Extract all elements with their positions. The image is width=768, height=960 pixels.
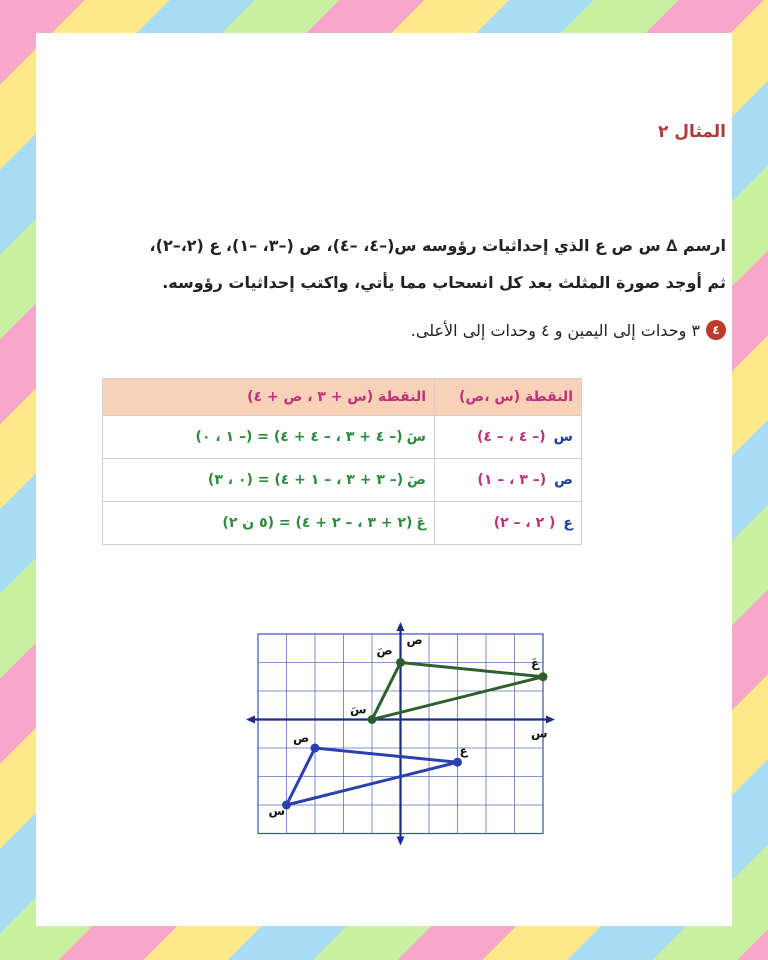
vertex-label: ع [459, 743, 468, 758]
table-row [103, 502, 582, 545]
problem-line-1: ارسم ∆ س ص ع الذي إحداثيات رؤوسه س(–٤، –٤)، ص (–٣، –١)، ع (٢،–٢)، [149, 236, 726, 255]
vertex-point [368, 715, 377, 724]
table-header-row [103, 379, 582, 416]
coordinate-grid [222, 598, 562, 853]
vertex-label: عَ [531, 655, 540, 670]
y-axis-label: ص [406, 633, 423, 647]
original-point: ص(– ٣ ، – ١) [435, 459, 582, 502]
vertex-label: ص [293, 731, 310, 745]
vertex-label: سَ [350, 702, 367, 717]
x-axis-label: س [531, 726, 548, 741]
translation-table [102, 378, 582, 545]
vertex-point [311, 744, 320, 753]
original-point: ع( ٢ ، – ٢) [435, 502, 582, 545]
image-point: سَ(– ٤ + ٣ ، – ٤ + ٤) = (– ١ ، ٠) [103, 416, 435, 459]
image-point: صَ(– ٣ + ٣ ، – ١ + ٤) = (٠ ، ٣) [103, 459, 435, 502]
y-axis-arrow [397, 837, 405, 846]
item-number-badge: ٤ [706, 320, 726, 340]
table-row [103, 459, 582, 502]
vertex-point [396, 658, 405, 667]
header-original: النقطة (س ،ص) [435, 379, 582, 416]
problem-line-2: ثم أوجد صورة المثلث بعد كل انسحاب مما يأتي، واكتب إحداثيات رؤوسه. [162, 273, 726, 292]
vertex-label: س [268, 804, 286, 818]
x-axis-arrow [246, 716, 255, 724]
x-axis-arrow [546, 716, 555, 724]
exercise-item [411, 320, 726, 340]
image-point: عَ(٢ + ٣ ، – ٢ + ٤) = (٥ ن ٢) [103, 502, 435, 545]
y-axis-arrow [397, 622, 405, 631]
vertex-label: صَ [376, 643, 393, 658]
original-point: س(– ٤ ، – ٤) [435, 416, 582, 459]
vertex-point [539, 672, 548, 681]
example-title: المثال ٢ [658, 122, 726, 142]
table-row [103, 416, 582, 459]
header-image: النقطة (س + ٣ ، ص + ٤) [103, 379, 435, 416]
item-text: ٣ وحدات إلى اليمين و ٤ وحدات إلى الأعلى. [410, 320, 700, 340]
vertex-point [453, 758, 462, 767]
